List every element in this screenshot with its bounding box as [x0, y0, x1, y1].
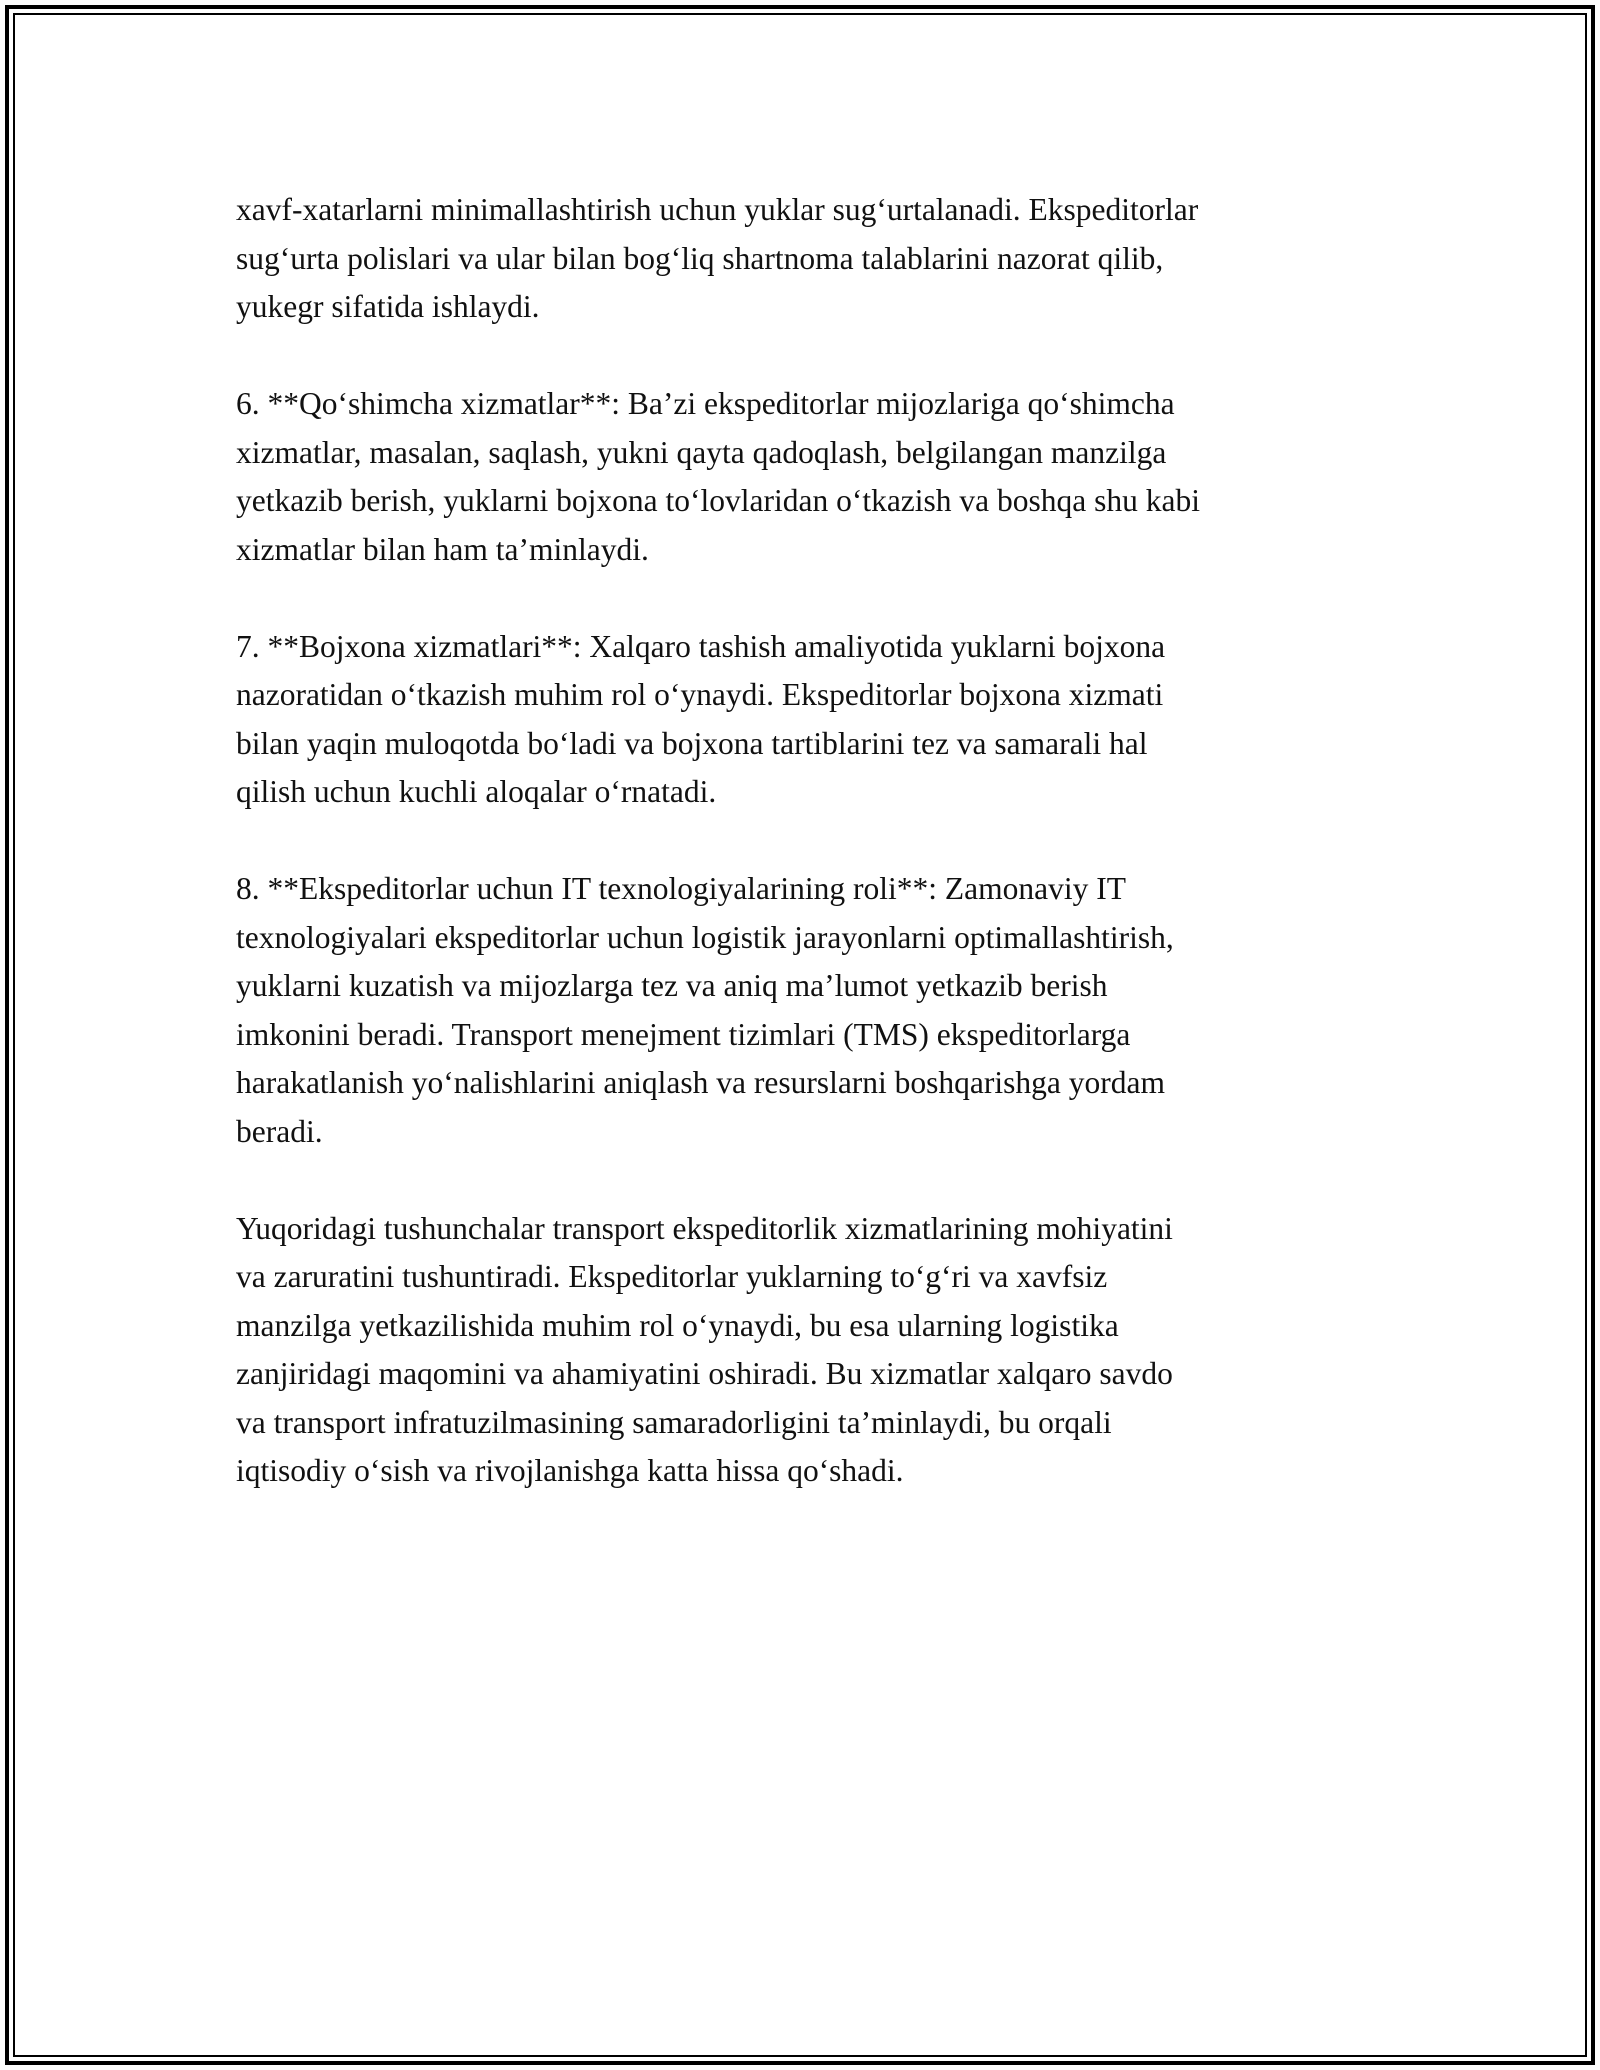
text-line: imkonini beradi. Transport menejment tizimlari (TMS) ekspeditorlarga [236, 1016, 1131, 1052]
text-line: 6. **Qo‘shimcha xizmatlar**: Ba’zi ekspeditorlar mijozlariga qo‘shimcha [236, 386, 1175, 421]
text-line: nazoratidan o‘tkazish muhim rol o‘ynaydi. Ekspeditorlar bojxona xizmati [236, 677, 1164, 712]
text-line: xizmatlar, masalan, saqlash, yukni qayta qadoqlash, belgilangan manzilga [236, 434, 1167, 470]
text-line: 7. **Bojxona xizmatlari**: Xalqaro tashish amaliyotida yuklarni bojxona [236, 628, 1166, 664]
paragraph-conclusion [236, 1205, 1366, 1496]
paragraph-insurance-continuation [236, 186, 1366, 332]
text-line: texnologiyalari ekspeditorlar uchun logistik jarayonlarni optimallashtirish, [236, 919, 1174, 955]
text-line: beradi. [236, 1113, 323, 1149]
text-line: va zaruratini tushuntiradi. Ekspeditorlar yuklarning to‘g‘ri va xavfsiz [236, 1259, 1108, 1294]
text-line: va transport infratuzilmasining samaradorligini ta’minlaydi, bu orqali [236, 1404, 1112, 1440]
text-line: xavf-xatarlarni minimallashtirish uchun yuklar sug‘urtalanadi. Ekspeditorlar [236, 192, 1199, 227]
text-line: manzilga yetkazilishida muhim rol o‘ynaydi, bu esa ularning logistika [236, 1307, 1119, 1343]
paragraph-customs-services [236, 623, 1366, 817]
text-line: yetkazib berish, yuklarni bojxona to‘lovlaridan o‘tkazish va boshqa shu kabi [236, 483, 1201, 518]
text-line: iqtisodiy o‘sish va rivojlanishga katta hissa qo‘shadi. [236, 1453, 904, 1488]
text-line: bilan yaqin muloqotda bo‘ladi va bojxona tartiblarini tez va samarali hal [236, 725, 1148, 761]
text-line: xizmatlar bilan ham ta’minlaydi. [236, 531, 649, 567]
text-line: 8. **Ekspeditorlar uchun IT texnologiyalarining roli**: Zamonaviy IT [236, 871, 1126, 906]
paragraph-additional-services [236, 380, 1366, 574]
text-line: Yuqoridagi tushunchalar transport ekspeditorlik xizmatlarining mohiyatini [236, 1210, 1173, 1246]
text-line: zanjiridagi maqomini va ahamiyatini oshiradi. Bu xizmatlar xalqaro savdo [236, 1356, 1173, 1391]
text-line: yuklarni kuzatish va mijozlarga tez va aniq ma’lumot yetkazib berish [236, 968, 1108, 1003]
text-line: harakatlanish yo‘nalishlarini aniqlash va resurslarni boshqarishga yordam [236, 1065, 1165, 1100]
text-line: qilish uchun kuchli aloqalar o‘rnatadi. [236, 774, 717, 809]
text-line: sug‘urta polislari va ular bilan bog‘liq shartnoma talablarini nazorat qilib, [236, 240, 1164, 276]
text-line: yukegr sifatida ishlaydi. [236, 289, 540, 324]
paragraph-it-technologies [236, 865, 1366, 1156]
document-body [236, 186, 1366, 1544]
